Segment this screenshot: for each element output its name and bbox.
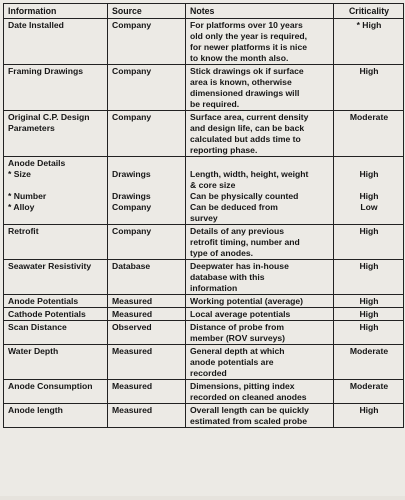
table-row	[4, 295, 404, 308]
cell-criticality	[334, 321, 404, 345]
blank-line	[338, 180, 400, 191]
cell-notes	[186, 404, 334, 428]
cell-notes-line: recorded	[190, 368, 227, 378]
cell-source-line: Measured	[112, 346, 153, 356]
cell-notes-line: Working potential (average)	[190, 296, 304, 306]
cell-information-line: Original C.P. Design	[8, 112, 90, 122]
cell-criticality	[334, 65, 404, 111]
cell-notes	[186, 260, 334, 295]
cell-information-line: Cathode Potentials	[8, 309, 86, 319]
cell-notes-line: Surface area, current density	[190, 112, 309, 122]
cell-information	[4, 65, 108, 111]
cell-source-line: Company	[112, 202, 152, 212]
header-information: Information	[4, 4, 108, 19]
cell-source	[108, 225, 186, 260]
cell-criticality-line: High	[359, 296, 379, 306]
cell-notes-line: Deepwater has in-house	[190, 261, 289, 271]
cell-source	[108, 295, 186, 308]
cell-source	[108, 404, 186, 428]
cell-information-line: Date Installed	[8, 20, 64, 30]
cell-information-line: Water Depth	[8, 346, 59, 356]
cell-source	[108, 321, 186, 345]
cell-criticality	[334, 19, 404, 65]
cell-information-line: Anode Consumption	[8, 381, 93, 391]
cell-criticality	[334, 345, 404, 380]
cell-criticality-line: High	[359, 169, 379, 179]
cell-information-line: Framing Drawings	[8, 66, 83, 76]
cell-source	[108, 19, 186, 65]
cell-notes-line: Length, width, height, weight	[190, 169, 309, 179]
cell-notes-line: be required.	[190, 99, 240, 109]
cell-criticality-line: * High	[356, 20, 382, 30]
cell-criticality-line: High	[359, 309, 379, 319]
cell-notes-line: for newer platforms it is nice	[190, 42, 307, 52]
cell-source-line: Company	[112, 20, 152, 30]
blank-line	[112, 180, 182, 191]
cell-source	[108, 308, 186, 321]
cell-criticality-line: Moderate	[349, 381, 389, 391]
cell-source-line: Observed	[112, 322, 152, 332]
cell-information	[4, 380, 108, 404]
cell-notes-line: database with this	[190, 272, 265, 282]
cell-notes-line: area is known, otherwise	[190, 77, 292, 87]
cell-source-line: Database	[112, 261, 151, 271]
cell-information	[4, 345, 108, 380]
table-row	[4, 380, 404, 404]
cell-information	[4, 308, 108, 321]
cell-source-line: Company	[112, 112, 152, 122]
cell-information	[4, 225, 108, 260]
cell-criticality-line: High	[359, 322, 379, 332]
table-row	[4, 321, 404, 345]
table-row	[4, 345, 404, 380]
cell-notes-line: survey	[190, 213, 218, 223]
cell-criticality-line: High	[359, 191, 379, 201]
cell-notes-line: type of anodes.	[190, 248, 254, 258]
cell-criticality	[334, 111, 404, 157]
header-notes: Notes	[186, 4, 334, 19]
table-row	[4, 19, 404, 65]
table-row	[4, 111, 404, 157]
cell-information-line: * Alloy	[8, 202, 35, 212]
cell-criticality-line: High	[359, 226, 379, 236]
cell-notes	[186, 380, 334, 404]
cell-notes-line: anode potentials are	[190, 357, 274, 367]
cell-notes-line: calculated but adds time to	[190, 134, 301, 144]
cell-criticality	[334, 404, 404, 428]
cell-source-line: Drawings	[112, 169, 151, 179]
cell-notes-line: dimensioned drawings will	[190, 88, 300, 98]
cell-notes-line: and design life, can be back	[190, 123, 305, 133]
cell-source-line: Measured	[112, 296, 153, 306]
table-body	[4, 19, 404, 428]
cell-source	[108, 157, 186, 225]
cell-notes-line: Distance of probe from	[190, 322, 285, 332]
cell-information-line: * Size	[8, 169, 31, 179]
cell-notes-line: old only the year is required,	[190, 31, 308, 41]
cell-information	[4, 19, 108, 65]
blank-line	[8, 180, 104, 191]
cell-source	[108, 260, 186, 295]
cell-notes-line: recorded on cleaned anodes	[190, 392, 307, 402]
header-criticality: Criticality	[334, 4, 404, 19]
cell-criticality	[334, 260, 404, 295]
cell-criticality-line: High	[359, 405, 379, 415]
cell-notes-line: Dimensions, pitting index	[190, 381, 295, 391]
cell-criticality-line: Moderate	[349, 112, 389, 122]
blank-line	[190, 158, 330, 169]
cell-notes-line: For platforms over 10 years	[190, 20, 303, 30]
cell-notes-line: & core size	[190, 180, 236, 190]
cell-information	[4, 321, 108, 345]
cell-information-line: Parameters	[8, 123, 55, 133]
cell-source	[108, 65, 186, 111]
cell-notes-line: estimated from scaled probe	[190, 416, 308, 426]
cell-notes	[186, 225, 334, 260]
cell-criticality	[334, 157, 404, 225]
cell-notes	[186, 111, 334, 157]
cell-notes	[186, 345, 334, 380]
table-row	[4, 404, 404, 428]
blank-line	[338, 158, 400, 169]
cell-source-line: Measured	[112, 405, 153, 415]
cell-information	[4, 260, 108, 295]
table-row	[4, 65, 404, 111]
cell-criticality	[334, 308, 404, 321]
cell-notes	[186, 65, 334, 111]
cp-data-requirements-table	[3, 3, 404, 428]
cell-information-line: Anode length	[8, 405, 63, 415]
cell-notes-line: retrofit timing, number and	[190, 237, 300, 247]
page-bottom-margin	[0, 496, 405, 500]
cell-source-line: Measured	[112, 381, 153, 391]
cell-source-line: Drawings	[112, 191, 151, 201]
cell-source	[108, 345, 186, 380]
cell-notes	[186, 295, 334, 308]
cell-notes-line: information	[190, 283, 238, 293]
cell-criticality-line: Low	[360, 202, 378, 212]
cell-notes-line: to know the month also.	[190, 53, 289, 63]
cell-source-line: Measured	[112, 309, 153, 319]
cell-information	[4, 111, 108, 157]
cell-information	[4, 404, 108, 428]
cell-notes-line: Details of any previous	[190, 226, 285, 236]
cell-notes-line: Can be physically counted	[190, 191, 299, 201]
cell-information-line: Retrofit	[8, 226, 39, 236]
cell-information	[4, 157, 108, 225]
cell-notes	[186, 321, 334, 345]
table-row	[4, 308, 404, 321]
table-row	[4, 157, 404, 225]
cell-source	[108, 380, 186, 404]
cell-information-line: Anode Details	[8, 158, 66, 168]
cell-source	[108, 111, 186, 157]
table-header-row	[4, 4, 404, 19]
cell-information	[4, 295, 108, 308]
cell-criticality	[334, 225, 404, 260]
header-source: Source	[108, 4, 186, 19]
cell-notes-line: Local average potentials	[190, 309, 291, 319]
cell-information-line: Anode Potentials	[8, 296, 79, 306]
blank-line	[112, 158, 182, 169]
cell-source-line: Company	[112, 66, 152, 76]
cell-source-line: Company	[112, 226, 152, 236]
cell-notes-line: member (ROV surveys)	[190, 333, 286, 343]
table-row	[4, 225, 404, 260]
cell-information-line: Seawater Resistivity	[8, 261, 92, 271]
table-row	[4, 260, 404, 295]
cell-information-line: Scan Distance	[8, 322, 67, 332]
cell-criticality-line: High	[359, 261, 379, 271]
cell-information-line: * Number	[8, 191, 47, 201]
cell-notes-line: Stick drawings ok if surface	[190, 66, 304, 76]
cell-notes-line: General depth at which	[190, 346, 285, 356]
cell-notes-line: reporting phase.	[190, 145, 258, 155]
cell-notes-line: Overall length can be quickly	[190, 405, 309, 415]
cell-criticality-line: Moderate	[349, 346, 389, 356]
cell-criticality	[334, 295, 404, 308]
cell-notes	[186, 157, 334, 225]
cell-notes	[186, 308, 334, 321]
cell-notes	[186, 19, 334, 65]
cell-criticality-line: High	[359, 66, 379, 76]
cell-notes-line: Can be deduced from	[190, 202, 278, 212]
cell-criticality	[334, 380, 404, 404]
